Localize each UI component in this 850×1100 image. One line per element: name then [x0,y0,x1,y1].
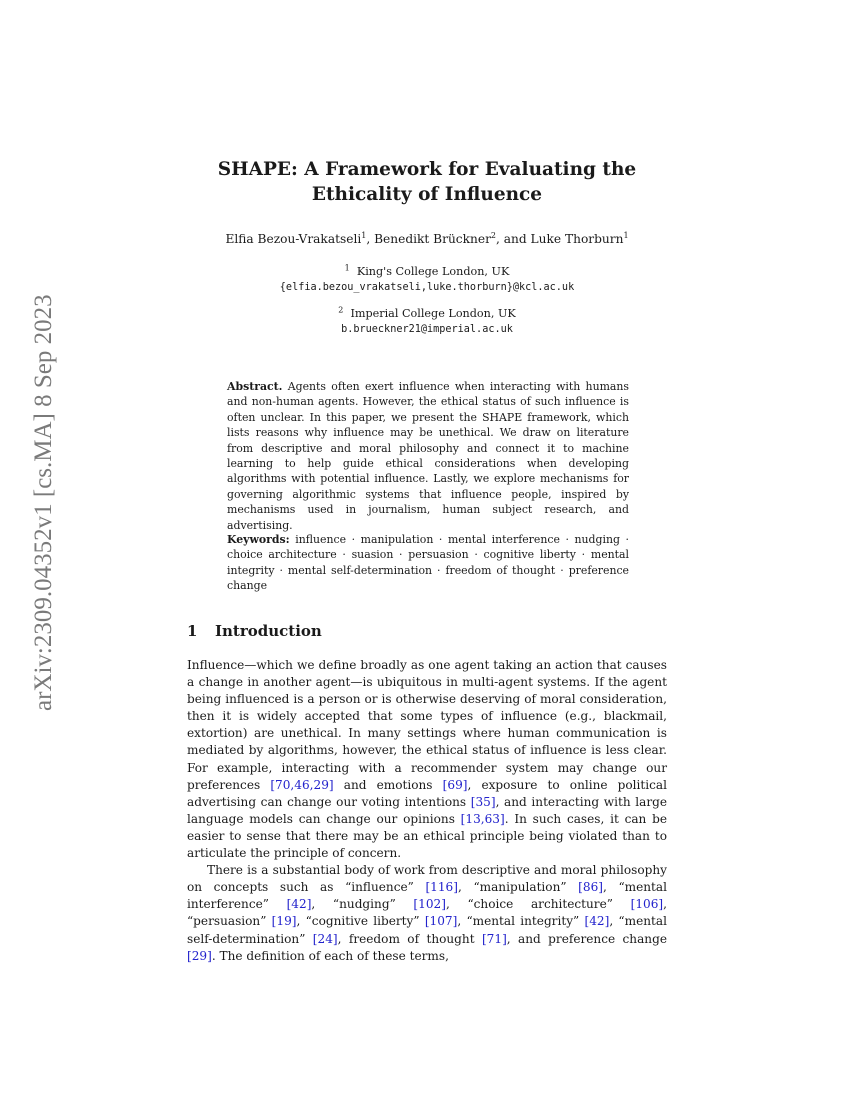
text-run: There is a substantial body of work from descriptive and moral philosophy on concepts such as “influence” [187,863,667,895]
text-run: , and preference change [506,931,667,946]
text-run: and emotions [333,777,443,792]
citation-link[interactable]: [106] [630,897,664,912]
keywords-label: Keywords: [227,533,290,546]
text-run: , and interacting with large language models can change our opinions [187,794,667,826]
text-run: , “manipulation” [457,880,579,895]
affil-1-name: King's College London, UK [356,265,510,278]
citation-link[interactable]: [24] [312,931,338,946]
text-run: , “mental self-determination” [187,914,667,946]
author-2: , Benedikt Brückner [366,232,491,246]
text-run: , exposure to online political advertising can change our voting intentions [187,777,668,809]
paper-title [187,157,667,207]
citation-link[interactable]: [107] [424,914,458,929]
author-2-affil: 2 [490,230,497,240]
abstract [227,379,629,533]
affil-2-mark: 2 [338,305,344,315]
citation-link[interactable]: [86] [578,880,603,895]
affiliation-kcl [187,264,667,296]
section-title: Introduction [215,622,322,640]
author-3-affil: 1 [623,230,629,240]
citation-link[interactable]: [19] [271,914,297,929]
section-heading [187,622,322,640]
intro-body [187,657,667,965]
text-run: , “mental integrity” [457,914,585,929]
citation-link[interactable]: [70,46,29] [270,777,334,792]
citation-link[interactable]: [102] [413,897,446,912]
text-run: , “nudging” [311,897,414,912]
citation-link[interactable]: [35] [470,794,496,809]
title-line-2: Ethicality of Influence [311,184,543,205]
text-run: . The definition of each of these terms, [211,948,449,963]
text-run: . In such cases, it can be easier to sense that there may be an ethical principle being violated than to articulate the principle of concern. [187,811,667,861]
affil-1-mark: 1 [344,263,350,273]
text-run: , freedom of thought [337,931,482,946]
keywords [227,532,629,594]
author-3: , and Luke Thorburn [496,232,624,246]
arxiv-identifier: arXiv:2309.04352v1 [cs.MA] 8 Sep 2023 [30,294,57,712]
section-number: 1 [187,622,198,640]
text-run: , “choice architecture” [445,897,631,912]
keywords-text: influence · manipulation · mental interference · nudging · choice architecture · suasion · persuasion · cognitive liberty · mental integrity · mental self-determination · freedom of thought · preference change [227,533,629,593]
citation-link[interactable]: [13,63] [460,811,505,826]
abstract-text: Agents often exert influence when interacting with humans and non-human agents. However, the ethical status of such influence is often unclear. In this paper, we present the SHAPE framework, which lists reasons why influence may be unethical. We draw on literature from descriptive and moral philosophy and connect it to machine learning to help guide ethical considerations when developing algorithms with potential influence. Lastly, we explore mechanisms for governing algorithmic systems that influence people, inspired by mechanisms used in journalism, human subject research, and advertising. [227,380,630,532]
citation-link[interactable]: [42] [584,914,610,929]
citation-link[interactable]: [69] [442,777,468,792]
paragraph-2 [187,862,667,965]
citation-link[interactable]: [42] [286,897,312,912]
author-list [187,232,667,246]
title-line-1: SHAPE: A Framework for Evaluating the [217,159,637,180]
text-run: , “mental interference” [187,880,667,912]
affil-1-email[interactable]: {elfia.bezou_vrakatseli,luke.thorburn}@kcl.ac.uk [279,282,575,293]
citation-link[interactable]: [116] [425,880,458,895]
affiliation-icl [187,306,667,338]
affil-2-name: Imperial College London, UK [350,307,516,320]
paragraph-1 [187,657,667,862]
author-1: Elfia Bezou-Vrakatseli [225,232,362,246]
citation-link[interactable]: [71] [481,931,507,946]
text-run: , “persuasion” [187,897,667,929]
text-run: , “cognitive liberty” [296,914,425,929]
abstract-label: Abstract. [227,380,283,393]
affil-2-email[interactable]: b.brueckner21@imperial.ac.uk [341,324,513,335]
text-run: Influence—which we define broadly as one agent taking an action that causes a change in another agent—is ubiquitous in multi-agent systems. If the agent being influenced is a person or is otherwise deserving of moral consideration, then it is widely accepted that some types of influence (e.g., blackmail, extortion) are unethical. In many settings where human communication is mediated by algorithms, however, the ethical status of influence is less clear. For example, interacting with a recommender system may change our preferences [187,658,667,792]
author-1-affil: 1 [361,230,367,240]
citation-link[interactable]: [29] [187,948,212,963]
